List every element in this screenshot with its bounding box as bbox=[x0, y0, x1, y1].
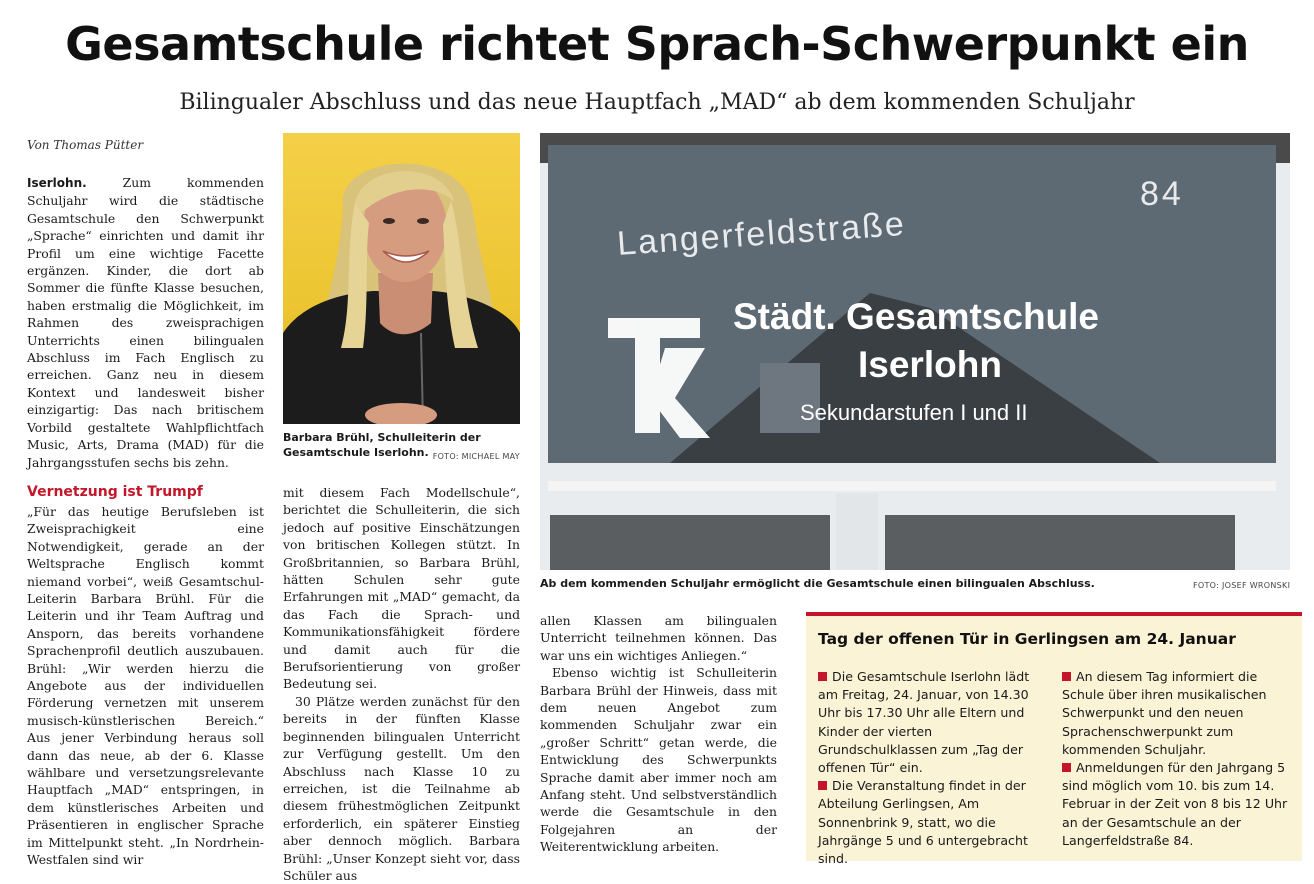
portrait-caption bbox=[283, 430, 520, 464]
photo-credit: FOTO: JOSEF WRONSKI bbox=[1193, 581, 1291, 590]
bullet-square-icon bbox=[818, 781, 827, 790]
section-subtitle: Vernetzung ist Trumpf bbox=[27, 483, 203, 500]
portrait-caption-text: Barbara Brühl, Schulleiterin der Gesamtschule Iserlohn. bbox=[283, 431, 481, 459]
article-column-2 bbox=[283, 484, 520, 884]
article-paragraph bbox=[27, 174, 264, 471]
article-paragraph: mit diesem Fach Modellschule“, berichtet die Schulleiterin, die sich jedoch auf positive Einschätzungen von britischen Kollegen stützt. In Großbritannien, so Barbara Brühl, hätten Schulen sehr gute Erfahrungen mit „MAD“ gemacht, da das Fach die Sprach- und Kommunikationsfähigkeit fördere und damit auch für die Berufsorientierung von großer Bedeutung sei. bbox=[283, 485, 520, 692]
sign-street: Langerfeldstraße bbox=[615, 204, 907, 263]
info-box-column-left bbox=[818, 668, 1050, 868]
byline: Von Thomas Pütter bbox=[27, 138, 144, 152]
photo-caption: Ab dem kommenden Schuljahr ermöglicht die Gesamtschule einen bilingualen Abschluss. bbox=[540, 577, 1095, 590]
sign-levels: Sekundarstufen I und II bbox=[800, 400, 1028, 425]
sign-school-name: Städt. Gesamtschule bbox=[733, 296, 1100, 337]
info-item-text: An diesem Tag informiert die Schule über ihren musikalischen Schwerpunkt und den neuen Sprachenschwerpunkt zum kommenden Schuljahr. bbox=[1062, 669, 1267, 757]
info-item bbox=[1062, 668, 1294, 759]
bullet-square-icon bbox=[1062, 763, 1071, 772]
headline: Gesamtschule richtet Sprach-Schwerpunkt ein bbox=[65, 17, 1249, 71]
bullet-square-icon bbox=[818, 672, 827, 681]
sign-number: 84 bbox=[1140, 175, 1184, 213]
subheadline: Bilingualer Abschluss und das neue Hauptfach „MAD“ ab dem kommenden Schuljahr bbox=[179, 90, 1135, 115]
article-paragraph: Ebenso wichtig ist Schulleiterin Barbara Brühl der Hinweis, dass mit dem neuen Angebot zum kommenden Schuljahr zwar ein „großer Schritt“ getan werde, die Entwicklung des Schwerpunkts Sprache damit aber immer noch am Anfang steht. Und selbstverständlich werde die Gesamtschule in den Folgejahren an der Weiterentwicklung arbeiten. bbox=[540, 665, 777, 855]
info-item-text: Anmeldungen für den Jahrgang 5 sind möglich vom 10. bis zum 14. Februar in der Zeit von 8 bis 12 Uhr an der Gesamtschule an der Langerfeldstraße 84. bbox=[1062, 760, 1288, 848]
dateline: Iserlohn. bbox=[27, 176, 87, 190]
portrait-photo bbox=[283, 133, 520, 424]
info-box-column-right bbox=[1062, 668, 1294, 850]
info-box-title: Tag der offenen Tür in Gerlingsen am 24. Januar bbox=[818, 630, 1236, 648]
info-item-text: Die Veranstaltung findet in der Abteilung Gerlingsen, Am Sonnenbrink 9, statt, wo die Jahrgänge 5 und 6 untergebracht sind. bbox=[818, 778, 1028, 867]
article-paragraph: allen Klassen am bilingualen Unterricht teilnehmen können. Das war uns ein wichtiges Anliegen.“ bbox=[540, 613, 777, 663]
bullet-square-icon bbox=[1062, 672, 1071, 681]
portrait-credit: FOTO: MICHAEL MAY bbox=[432, 452, 520, 461]
info-item-text: Die Gesamtschule Iserlohn lädt am Freitag, 24. Januar, von 14.30 Uhr bis 17.30 Uhr alle Eltern und Kinder der vierten Grundschulklassen zum „Tag der offenen Tür“ ein. bbox=[818, 669, 1030, 776]
info-item bbox=[818, 777, 1050, 868]
article-paragraph: 30 Plätze werden zunächst für den bereits in der fünften Klasse beginnenden bilingualen Unterricht zur Verfügung gestellt. Um den Abschluss nach Klasse 10 zu erreichen, ist die Teilnahme ab diesem frühestmöglichen Zeitpunkt erforderlich, ein späterer Einstieg aber dennoch möglich. Barbara Brühl: „Unser Konzept sieht vor, dass Schüler aus bbox=[283, 693, 520, 883]
article-column-3 bbox=[540, 612, 777, 856]
portrait-illustration bbox=[283, 133, 520, 424]
info-item bbox=[818, 668, 1050, 777]
article-text: Zum kommenden Schuljahr wird die städtische Gesamtschule den Schwerpunkt „Sprache“ einrichten und damit ihr Profil um eine wichtige Facette ergänzen. Kinder, die dort ab Sommer die fünfte Klasse besuchen, haben erstmalig die Möglichkeit, im Rahmen des zweisprachigen Unterrichts einen bilingualen Abschluss im Fach Englisch zu erreichen. Ganz neu in diesem Kontext und landesweit bisher einzigartig: Das nach britischem Vorbild gestaltete Wahlpflichtfach Music, Arts, Drama (MAD) für die Jahrgangsstufen sechs bis zehn. bbox=[27, 175, 264, 470]
article-column-1 bbox=[27, 174, 264, 868]
article-paragraph: „Für das heutige Berufsleben ist Zweisprachigkeit eine Notwendigkeit, gerade an der Weltsprache Englisch kommt niemand vorbei“, weiß Gesamtschul-Leiterin Barbara Brühl. Für die Leiterin und ihr Team Auftrag und Ansporn, das bereits vorhandene Sprachenprofil deutlich auszubauen. Brühl: „Wir werden hierzu die Angebote aus der individuellen Förderung vernetzen mit unserem musisch-künstlerischen Bereich.“ Aus jener Verbindung heraus soll dann das neue, ab der 6. Klasse wählbare und versetzungsrelevante Hauptfach „MAD“ entspringen, in dem künstlerisches Arbeiten und Präsentieren in englischer Sprache im Mittelpunkt steht. „In Nordrhein-Westfalen sind wir bbox=[27, 503, 264, 868]
sign-city: Iserlohn bbox=[858, 344, 1002, 385]
building-illustration bbox=[540, 133, 1290, 570]
info-item bbox=[1062, 759, 1294, 850]
school-building-photo bbox=[540, 133, 1290, 570]
info-box bbox=[806, 612, 1302, 867]
